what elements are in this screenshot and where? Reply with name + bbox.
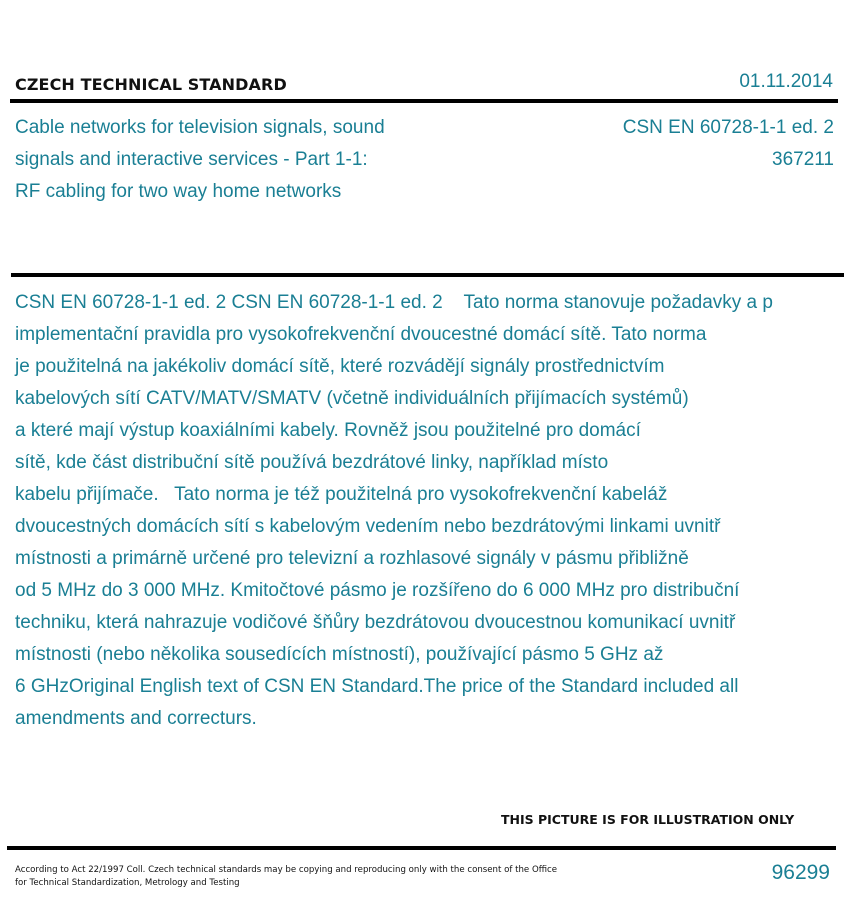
description-line: dvoucestných domácích sítí s kabelovým vedením nebo bezdrátovými linkami uvnitř	[15, 516, 721, 537]
legal-notice-line-1: According to Act 22/1997 Coll. Czech technical standards may be copying and reproducing only with the consent of the Office	[15, 865, 558, 875]
title-divider	[11, 273, 844, 277]
document-type-title: CZECH TECHNICAL STANDARD	[15, 75, 287, 94]
legal-notice	[15, 864, 557, 890]
description-line: amendments and correcturs.	[15, 708, 257, 729]
description-line: od 5 MHz do 3 000 MHz. Kmitočtové pásmo je rozšířeno do 6 000 MHz pro distribuční	[15, 580, 740, 601]
document-number: 96299	[771, 861, 830, 884]
standard-description	[15, 287, 865, 735]
class-number: 367211	[772, 149, 834, 170]
illustration-note: THIS PICTURE IS FOR ILLUSTRATION ONLY	[501, 812, 795, 827]
description-line: kabelu přijímače. Tato norma je též použitelná pro vysokofrekvenční kabeláž	[15, 484, 668, 505]
description-line: techniku, která nahrazuje vodičové šňůry bezdrátovou dvoucestnou komunikací uvnitř	[15, 612, 736, 633]
standard-code: CSN EN 60728-1-1 ed. 2	[622, 117, 834, 138]
description-line: a které mají výstup koaxiálními kabely. Rovněž jsou použitelné pro domácí	[15, 420, 641, 441]
description-line: kabelových sítí CATV/MATV/SMATV (včetně individuálních přijímacích systémů)	[15, 388, 689, 409]
description-line: 6 GHzOriginal English text of CSN EN Standard.The price of the Standard included all	[15, 676, 739, 697]
description-line: je použitelná na jakékoliv domácí sítě, které rozvádějí signály prostřednictvím	[15, 356, 665, 377]
description-line: implementační pravidla pro vysokofrekvenční dvoucestné domácí sítě. Tato norma	[15, 324, 707, 345]
standard-title-line-2: signals and interactive services - Part 1-1:	[15, 149, 368, 170]
publication-date: 01.11.2014	[739, 71, 833, 92]
legal-notice-line-2: for Technical Standardization, Metrology and Testing	[15, 878, 240, 888]
standard-title-line-3: RF cabling for two way home networks	[15, 181, 342, 202]
footer-divider	[7, 846, 836, 850]
description-line: CSN EN 60728-1-1 ed. 2 CSN EN 60728-1-1 ed. 2 Tato norma stanovuje požadavky a p	[15, 292, 773, 313]
description-line: místnosti a primárně určené pro televizní a rozhlasové signály v pásmu přibližně	[15, 548, 689, 569]
header-divider	[10, 99, 838, 103]
description-line: místnosti (nebo několika sousedících místností), používající pásmo 5 GHz až	[15, 644, 664, 665]
description-line: sítě, kde část distribuční sítě používá bezdrátové linky, například místo	[15, 452, 609, 473]
standard-title-line-1: Cable networks for television signals, sound	[15, 117, 385, 138]
